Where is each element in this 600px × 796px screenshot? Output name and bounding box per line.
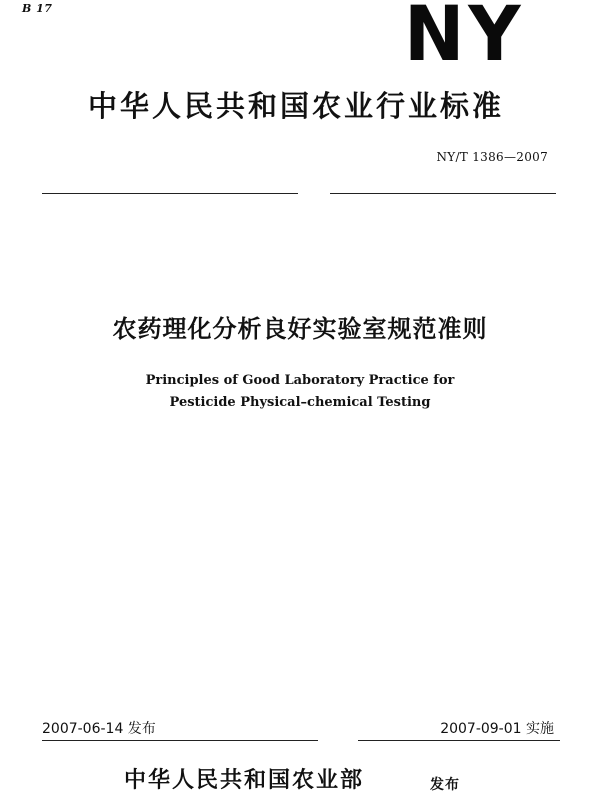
header-rule-left	[42, 193, 298, 194]
document-title-english-line2: Pesticide Physical–chemical Testing	[169, 395, 431, 410]
issuing-authority-suffix: 发布	[430, 777, 460, 793]
header-rule-right	[330, 193, 556, 194]
standard-logo: NY	[404, 0, 525, 78]
document-title-chinese: 农药理化分析良好实验室规范准则	[112, 315, 488, 343]
footer-rule-right	[358, 740, 560, 741]
document-title-english-line1: Principles of Good Laboratory Practice for	[145, 373, 455, 388]
standard-number: NY/T 1386—2007	[436, 150, 548, 164]
footer-rule-left	[42, 740, 318, 741]
implementation-date: 2007-09-01 实施	[440, 721, 554, 737]
standard-category-heading: 中华人民共和国农业行业标准	[87, 89, 504, 123]
issuing-authority: 中华人民共和国农业部	[124, 768, 365, 793]
issue-date: 2007-06-14 发布	[42, 721, 156, 737]
classification-code: B 17	[22, 2, 53, 15]
